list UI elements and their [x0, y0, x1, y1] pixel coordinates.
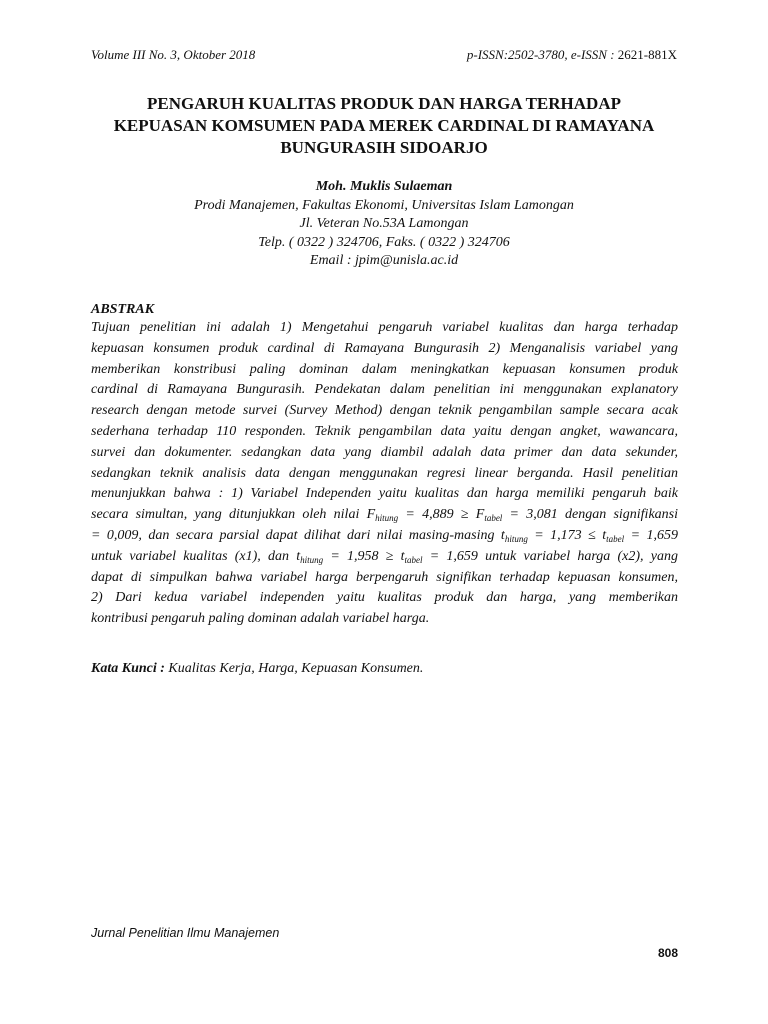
issn-prefix: p-ISSN:2502-3780, e-ISSN :	[466, 47, 618, 62]
author-address: Jl. Veteran No.53A Lamongan	[299, 216, 469, 231]
abstract-line: Tujuan penelitian ini adalah 1) Mengetahui pengaruh variabel kualitas dan harga terhadap	[91, 320, 678, 335]
running-header	[91, 47, 677, 65]
t2-text-b: = 1,958 ≥ t	[323, 548, 405, 564]
f-tabel-sub: tabel	[484, 513, 503, 524]
abstract-line: kepuasan konsumen produk cardinal di Ramayana Bungurasih 2) Menganalisis variabel yang	[91, 340, 678, 356]
volume-info: Volume III No. 3, Oktober 2018	[91, 47, 256, 62]
f-text-b: = 4,889 ≥ F	[398, 507, 485, 523]
page-number: 808	[657, 946, 678, 960]
t1-text-b: = 1,173 ≤ t	[527, 527, 607, 543]
abstract-line: memberikan konstribusi paling dominan dalam meningkatkan kepuasan konsumen produk	[91, 361, 678, 377]
t1-hitung-sub: hitung	[504, 533, 528, 544]
t2-text-c: = 1,659 untuk variabel harga (x2), yang	[422, 548, 678, 564]
abstract-line: sederhana terhadap 110 responden. Teknik pengambilan data yaitu dengan angket, wawancara,	[91, 423, 678, 439]
abstract-line-t-test-1	[91, 526, 678, 547]
abstract-line: kontribusi pengaruh paling dominan adalah variabel harga.	[91, 611, 430, 627]
abstract-section	[91, 301, 678, 630]
keywords	[91, 660, 423, 678]
issn-number: 2621-881X	[617, 47, 677, 62]
f-text-c: = 3,081 dengan signifikansi	[502, 507, 678, 523]
author-name: Moh. Muklis Sulaeman	[315, 179, 453, 194]
t1-tabel-sub: tabel	[606, 533, 625, 544]
keywords-text: Kualitas Kerja, Harga, Kepuasan Konsumen.	[164, 661, 424, 676]
abstract-line-t-test-2	[91, 547, 678, 568]
t2-hitung-sub: hitung	[300, 554, 324, 565]
t1-text-c: = 1,659	[624, 527, 678, 543]
abstract-line-f-test	[91, 505, 678, 526]
abstract-heading: ABSTRAK	[91, 302, 155, 317]
t2-text-a: untuk variabel kualitas (x1), dan t	[91, 548, 301, 564]
t1-text-a: = 0,009, dan secara parsial dapat dilihat dari nilai masing-masing t	[91, 527, 505, 543]
abstract-line: cardinal di Ramayana Bungurasih. Pendekatan dalam penelitian ini menggunakan explanatory	[91, 382, 678, 398]
author-phone: Telp. ( 0322 ) 324706, Faks. ( 0322 ) 324706	[258, 234, 510, 250]
title-line-2: KEPUASAN KOMSUMEN PADA MEREK CARDINAL DI RAMAYANA	[113, 116, 655, 135]
author-email: Email : jpim@unisla.ac.id	[309, 253, 459, 268]
issn-info	[467, 47, 677, 63]
article-title	[60, 93, 708, 159]
t2-tabel-sub: tabel	[404, 554, 423, 565]
abstract-line: dapat di simpulkan bahwa variabel harga berpengaruh signifikan terhadap kepuasan konsumen,	[91, 569, 678, 585]
title-line-3: BUNGURASIH SIDOARJO	[280, 138, 488, 157]
author-affiliation: Prodi Manajemen, Fakultas Ekonomi, Universitas Islam Lamongan	[194, 197, 574, 213]
keywords-label: Kata Kunci :	[91, 661, 165, 676]
f-hitung-sub: hitung	[375, 513, 399, 524]
f-text-a: secara simultan, yang ditunjukkan oleh nilai F	[91, 507, 376, 523]
footer-journal-name: Jurnal Penelitian Ilmu Manajemen	[91, 926, 280, 940]
title-line-1: PENGARUH KUALITAS PRODUK DAN HARGA TERHADAP	[147, 94, 621, 113]
abstract-line: 2) Dari kedua variabel independen yaitu kualitas produk dan harga, yang memberikan	[91, 590, 678, 606]
abstract-line: survei dan dokumenter. sedangkan data yang diambil adalah data primer dan data sekunder,	[91, 444, 678, 460]
abstract-line: menunjukkan bahwa : 1) Variabel Independen yaitu kualitas dan harga memiliki pengaruh baik	[91, 486, 678, 502]
abstract-line: sedangkan teknik analisis data dengan menggunakan regresi linear berganda. Hasil penelitian	[91, 465, 678, 481]
abstract-body	[91, 318, 678, 630]
abstract-line: research dengan metode survei (Survey Method) dengan teknik pengambilan sample secara acak	[91, 403, 678, 419]
author-block	[60, 178, 708, 271]
